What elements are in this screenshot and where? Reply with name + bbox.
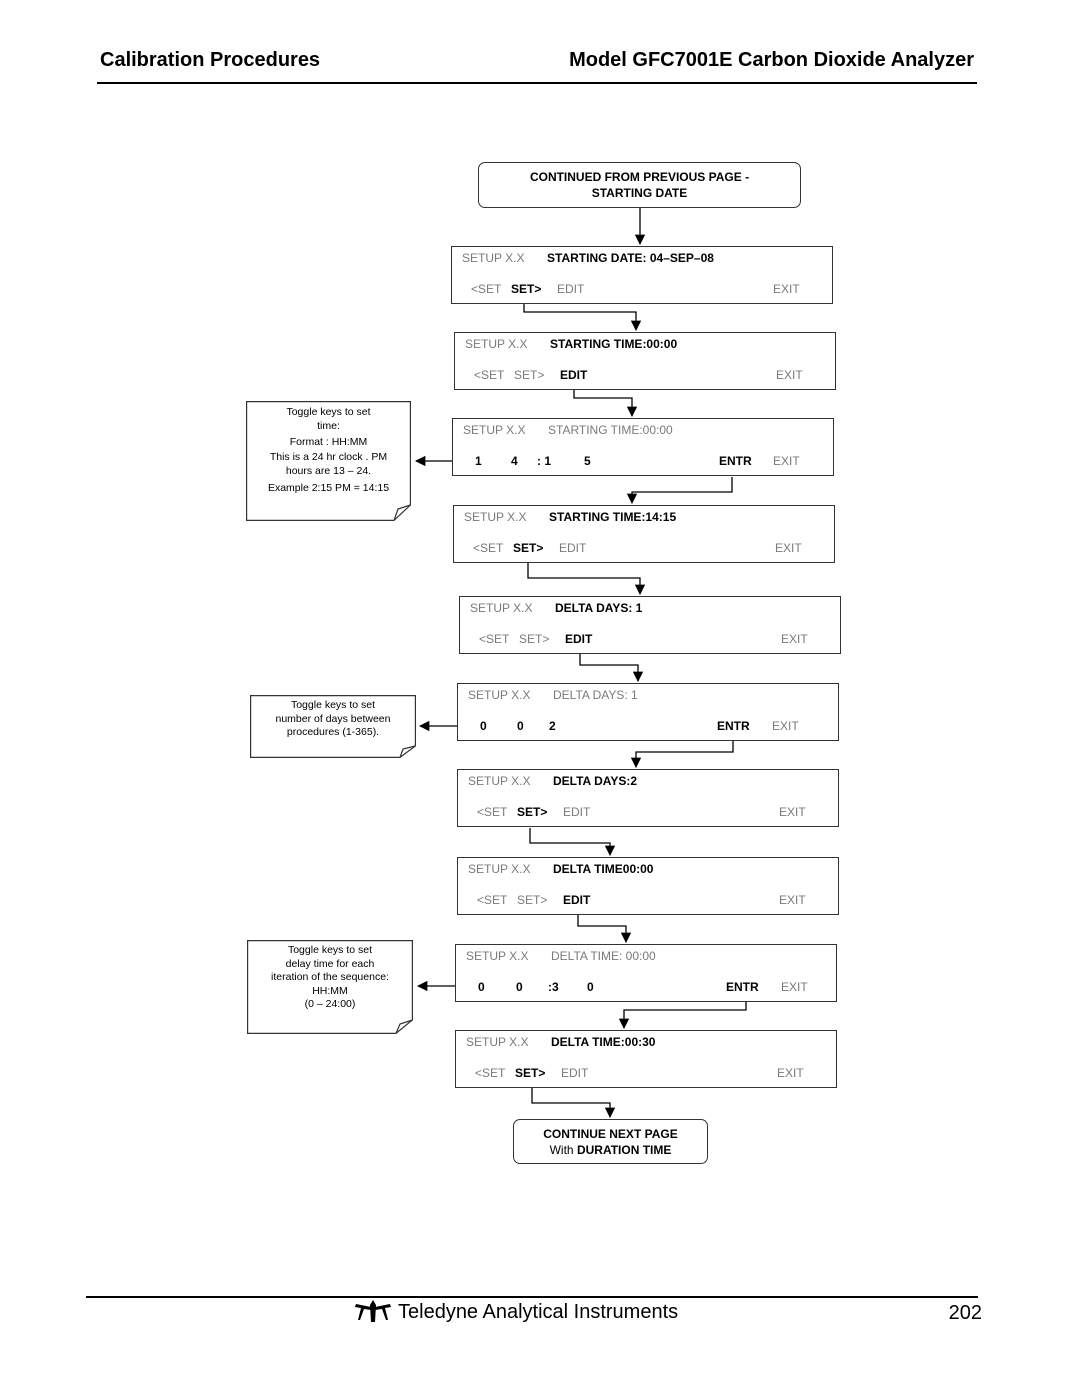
screen-title: STARTING DATE: 04–SEP–08 [547,251,714,265]
edit-key[interactable]: EDIT [557,282,585,296]
next-set-key[interactable]: SET> [517,893,548,907]
continue-line-2-prefix: With [549,1143,577,1157]
setup-label: SETUP X.X [464,510,527,524]
digit-key[interactable]: 2 [549,719,556,733]
edit-key[interactable]: EDIT [560,368,588,382]
digit-key[interactable]: :3 [548,980,559,994]
screen-delta-days-edit [457,683,839,741]
setup-label: SETUP X.X [468,774,531,788]
header-section-title: Calibration Procedures [100,49,321,71]
note-line: HH:MM [312,984,348,997]
setup-label: SETUP X.X [468,862,531,876]
continued-line-1: CONTINUED FROM PREVIOUS PAGE - [529,170,750,184]
exit-key[interactable]: EXIT [781,980,808,994]
screen-title: DELTA TIME00:00 [553,862,654,876]
continued-line-2: STARTING DATE [591,186,688,200]
prev-set-key[interactable]: <SET [477,805,508,819]
screen-delta-time [457,857,839,915]
digit-key[interactable]: 0 [478,980,485,994]
setup-label: SETUP X.X [466,1035,529,1049]
edit-key[interactable]: EDIT [561,1066,589,1080]
note-line: Example 2:15 PM = 14:15 [267,482,390,494]
screen-delta-days [459,596,841,654]
screen-starting-time-edit [452,418,834,476]
entr-key[interactable]: ENTR [719,454,752,468]
digit-key[interactable]: 1 [475,454,482,468]
exit-key[interactable]: EXIT [775,541,802,555]
next-set-key[interactable]: SET> [519,632,550,646]
screen-delta-time-set [455,1030,837,1088]
note-starting-time [246,401,411,521]
note-line: delay time for each [285,957,375,970]
screen-title: STARTING TIME:14:15 [549,510,677,524]
note-line: procedures (1-365). [286,726,380,738]
page-number: 202 [948,1302,982,1324]
prev-set-key[interactable]: <SET [471,282,502,296]
next-set-key[interactable]: SET> [515,1066,546,1080]
prev-set-key[interactable]: <SET [473,541,504,555]
digit-key[interactable]: 5 [584,454,591,468]
entr-key[interactable]: ENTR [726,980,759,994]
screen-title: DELTA DAYS: 1 [555,601,643,615]
note-line: Format : HH:MM [289,436,368,448]
teledyne-logo-icon [354,1300,392,1324]
edit-key[interactable]: EDIT [559,541,587,555]
screen-starting-time-set [453,505,835,563]
screen-delta-time-edit [455,944,837,1002]
continue-line-2-bold: DURATION TIME [576,1143,672,1157]
screen-title: STARTING TIME:00:00 [550,337,678,351]
header-document-title: Model GFC7001E Carbon Dioxide Analyzer [569,49,974,71]
note-line: number of days between [275,712,391,725]
continue-line-1: CONTINUE NEXT PAGE [543,1127,678,1141]
note-line: time: [317,420,340,432]
digit-key[interactable]: 0 [517,719,524,733]
exit-key[interactable]: EXIT [781,632,808,646]
screen-title: DELTA TIME: 00:00 [551,949,656,963]
digit-key[interactable]: : 1 [537,454,552,468]
exit-key[interactable]: EXIT [773,454,800,468]
prev-set-key[interactable]: <SET [475,1066,506,1080]
screen-title: DELTA TIME:00:30 [551,1035,656,1049]
note-line: This is a 24 hr clock . PM [269,451,388,463]
prev-set-key[interactable]: <SET [477,893,508,907]
next-set-key[interactable]: SET> [514,368,545,382]
note-line: iteration of the sequence: [271,971,389,983]
next-set-key[interactable]: SET> [517,805,548,819]
setup-label: SETUP X.X [463,423,526,437]
setup-label: SETUP X.X [462,251,525,265]
setup-label: SETUP X.X [470,601,533,615]
footer-brand-name: Teledyne Analytical Instruments [398,1300,679,1323]
exit-key[interactable]: EXIT [772,719,799,733]
footer-divider [86,1296,978,1298]
note-line: Toggle keys to set [290,699,376,711]
screen-delta-days-set [457,769,839,827]
note-delta-time [247,940,413,1034]
note-line: Toggle keys to set [287,944,373,956]
setup-label: SETUP X.X [468,688,531,702]
setup-label: SETUP X.X [466,949,529,963]
setup-label: SETUP X.X [465,337,528,351]
next-set-key[interactable]: SET> [513,541,544,555]
entr-key[interactable]: ENTR [717,719,750,733]
footer-brand [354,1300,678,1324]
next-set-key[interactable]: SET> [511,282,542,296]
note-delta-days [250,695,416,758]
exit-key[interactable]: EXIT [777,1066,804,1080]
screen-starting-time [454,332,836,390]
screen-title: DELTA DAYS:2 [553,774,638,788]
digit-key[interactable]: 0 [587,980,594,994]
edit-key[interactable]: EDIT [563,893,591,907]
screen-title: STARTING TIME:00:00 [548,423,673,437]
continue-line-2 [514,1142,707,1158]
prev-set-key[interactable]: <SET [479,632,510,646]
note-line: (0 – 24:00) [304,998,356,1010]
screen-title: DELTA DAYS: 1 [553,688,638,702]
continued-from-previous-box [478,162,801,208]
continue-next-page-box [513,1119,708,1164]
note-line: Toggle keys to set [286,406,371,418]
exit-key[interactable]: EXIT [779,893,806,907]
edit-key[interactable]: EDIT [563,805,591,819]
screen-starting-date [451,246,833,304]
digit-key[interactable]: 0 [480,719,487,733]
note-line: hours are 13 – 24. [285,465,372,477]
digit-key[interactable]: 0 [516,980,523,994]
exit-key[interactable]: EXIT [779,805,806,819]
digit-key[interactable]: 4 [511,454,518,468]
edit-key[interactable]: EDIT [565,632,593,646]
exit-key[interactable]: EXIT [776,368,803,382]
prev-set-key[interactable]: <SET [474,368,505,382]
exit-key[interactable]: EXIT [773,282,800,296]
